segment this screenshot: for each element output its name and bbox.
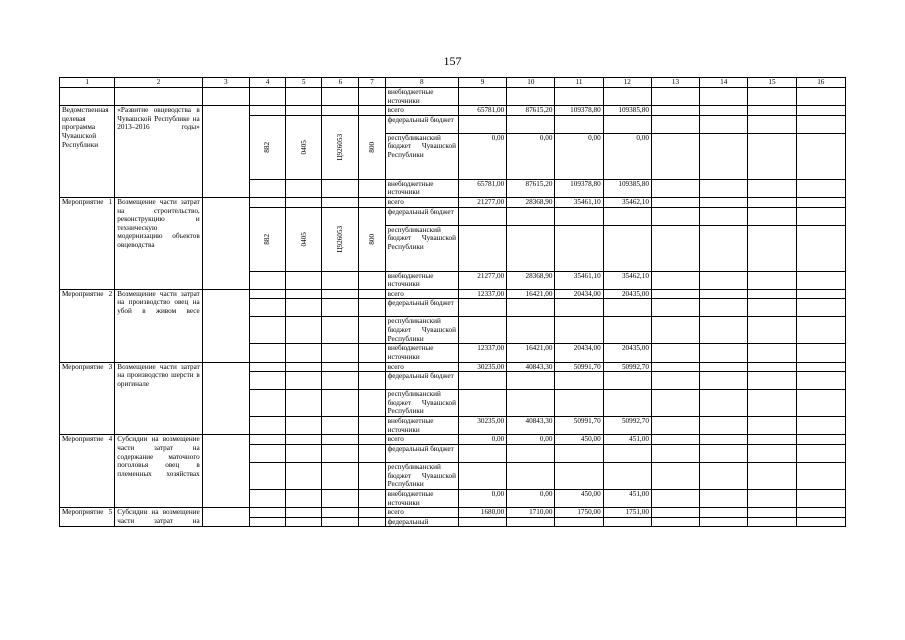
value-cell: 87615,20 [507, 106, 555, 116]
value-cell: 1710,00 [507, 508, 555, 518]
table-row [60, 88, 846, 106]
value-cell: 0,00 [507, 133, 555, 179]
event-name: Мероприятие 4 [60, 435, 115, 508]
value-cell: 30235,00 [458, 417, 506, 435]
source-label: республиканский бюджет Чувашской Республики [385, 133, 458, 179]
event-description: Субсидии на возмещение части затрат на содержание маточного поголовья овец в племенных хозяйствах [115, 435, 202, 508]
value-cell: 35461,10 [555, 197, 603, 207]
code-cell: Ц926053 [322, 115, 359, 179]
program-name: Ведомственная целевая программа Чувашской Республики [60, 106, 115, 198]
table-row [60, 197, 846, 207]
source-label: федеральный бюджет [385, 444, 458, 462]
program-title: «Развитие овцеводства в Чувашской Республике на 2013–2016 годы» [115, 106, 202, 198]
value-cell: 109385,80 [603, 106, 651, 116]
event-name: Мероприятие 5 [60, 508, 115, 527]
value-cell: 12337,00 [458, 289, 506, 299]
budget-table [59, 77, 846, 527]
value-cell: 451,00 [603, 489, 651, 507]
column-header: 13 [651, 78, 699, 88]
value-cell: 12337,00 [458, 344, 506, 362]
value-cell: 28368,90 [507, 197, 555, 207]
source-label: всего [385, 197, 458, 207]
source-label: всего [385, 435, 458, 445]
value-cell: 0,00 [507, 489, 555, 507]
column-header: 12 [603, 78, 651, 88]
value-cell: 451,00 [603, 435, 651, 445]
source-label: внебюджетные источники [385, 271, 458, 289]
table-row [60, 106, 846, 116]
column-header: 6 [322, 78, 359, 88]
source-label: республиканский бюджет Чувашской Республики [385, 317, 458, 344]
column-header: 3 [202, 78, 249, 88]
page-number: 157 [443, 54, 462, 68]
code-cell: 800 [359, 207, 385, 271]
event-description: Субсидии на возмещение части затрат на [115, 508, 202, 527]
source-label: всего [385, 362, 458, 372]
value-cell: 109378,80 [555, 106, 603, 116]
column-header: 8 [385, 78, 458, 88]
value-cell: 20434,00 [555, 289, 603, 299]
value-cell: 21277,00 [458, 271, 506, 289]
column-header-row [60, 78, 846, 88]
value-cell: 35462,10 [603, 271, 651, 289]
code-cell: 0405 [286, 207, 322, 271]
column-header: 1 [60, 78, 115, 88]
value-cell: 16421,00 [507, 289, 555, 299]
value-cell: 0,00 [555, 133, 603, 179]
source-label: республиканский бюджет Чувашской Республики [385, 225, 458, 271]
value-cell: 35461,10 [555, 271, 603, 289]
source-label: внебюджетные источники [385, 88, 458, 106]
source-label: внебюджетные источники [385, 489, 458, 507]
value-cell: 0,00 [603, 133, 651, 179]
source-label: федеральный бюджет [385, 115, 458, 133]
column-header: 11 [555, 78, 603, 88]
source-label: всего [385, 289, 458, 299]
source-label: всего [385, 508, 458, 518]
value-cell: 50992,70 [603, 417, 651, 435]
column-header: 7 [359, 78, 385, 88]
value-cell: 0,00 [458, 435, 506, 445]
source-label: внебюджетные источники [385, 179, 458, 197]
value-cell: 87615,20 [507, 179, 555, 197]
source-label: республиканский бюджет Чувашской Республики [385, 390, 458, 417]
value-cell: 450,00 [555, 489, 603, 507]
code-cell: 882 [249, 207, 285, 271]
code-cell: 0405 [286, 115, 322, 179]
value-cell: 65781,00 [458, 179, 506, 197]
source-label: федеральный бюджет [385, 299, 458, 317]
value-cell: 0,00 [458, 133, 506, 179]
table-row [60, 508, 846, 518]
column-header: 10 [507, 78, 555, 88]
source-label: республиканский бюджет Чувашской Республики [385, 462, 458, 489]
column-header: 15 [748, 78, 796, 88]
event-description: Возмещение части затрат на строительство, реконструкцию и техническую модернизацию объектов овцеводства [115, 197, 202, 289]
column-header: 16 [796, 78, 845, 88]
code-cell: 882 [249, 115, 285, 179]
value-cell: 40843,30 [507, 417, 555, 435]
value-cell: 0,00 [458, 489, 506, 507]
value-cell: 35462,10 [603, 197, 651, 207]
value-cell: 50991,70 [555, 417, 603, 435]
source-label: федеральный бюджет [385, 207, 458, 225]
code-cell: Ц926053 [322, 207, 359, 271]
event-description: Возмещение части затрат на производство овец на убой в живом весе [115, 289, 202, 362]
column-header: 14 [700, 78, 748, 88]
source-label: внебюджетные источники [385, 344, 458, 362]
column-header: 5 [286, 78, 322, 88]
source-label: федеральный бюджет [385, 372, 458, 390]
table-row [60, 289, 846, 299]
value-cell: 50992,70 [603, 362, 651, 372]
value-cell: 20435,00 [603, 344, 651, 362]
value-cell: 28368,90 [507, 271, 555, 289]
value-cell: 40843,30 [507, 362, 555, 372]
value-cell: 1680,00 [458, 508, 506, 518]
value-cell: 20435,00 [603, 289, 651, 299]
value-cell: 1750,00 [555, 508, 603, 518]
table-row [60, 362, 846, 372]
value-cell: 30235,00 [458, 362, 506, 372]
value-cell: 0,00 [507, 435, 555, 445]
column-header: 2 [115, 78, 202, 88]
value-cell: 109378,80 [555, 179, 603, 197]
source-label: федеральный [385, 517, 458, 527]
value-cell: 16421,00 [507, 344, 555, 362]
event-name: Мероприятие 1 [60, 197, 115, 289]
value-cell: 109385,80 [603, 179, 651, 197]
value-cell: 50991,70 [555, 362, 603, 372]
value-cell: 1751,00 [603, 508, 651, 518]
event-name: Мероприятие 3 [60, 362, 115, 435]
value-cell: 21277,00 [458, 197, 506, 207]
source-label: внебюджетные источники [385, 417, 458, 435]
column-header: 9 [458, 78, 506, 88]
value-cell: 65781,00 [458, 106, 506, 116]
event-name: Мероприятие 2 [60, 289, 115, 362]
source-label: всего [385, 106, 458, 116]
value-cell: 450,00 [555, 435, 603, 445]
table-row [60, 435, 846, 445]
value-cell: 20434,00 [555, 344, 603, 362]
column-header: 4 [249, 78, 285, 88]
code-cell: 800 [359, 115, 385, 179]
event-description: Возмещение части затрат на производство шерсти в оригинале [115, 362, 202, 435]
